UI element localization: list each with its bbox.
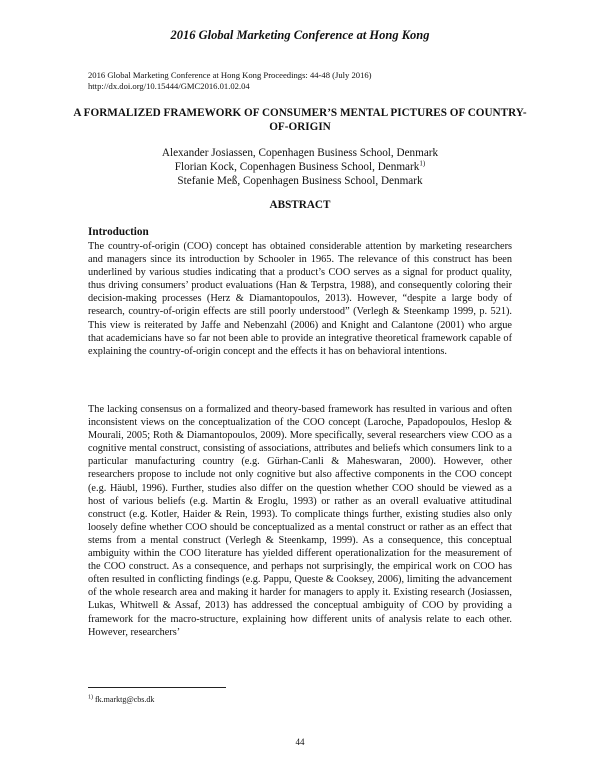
body-paragraph: The country-of-origin (COO) concept has obtained considerable attention by marketing researchers and managers since its introduction by Schooler in 1965. The relevance of this construct has been underlined by various studies indicating that a product’s COO serves as a signal for product quality, thus driving consumers’ product evaluations (Han & Terpstra, 1988), and consequently coloring their decision-making processes (Herz & Diamantopoulos, 2013). However, “despite a large body of research, country-of-origin effects are still poorly understood” (Verlegh & Steenkamp 1999, p. 521). This view is reiterated by Jaffe and Nebenzahl (2006) and Knight and Calantone (2001) who argue that academicians have so far not been able to provide an integrative theoretical framework capable of explaining the country-of-origin concept and the effects it has on behavioral intentions. <box>88 241 512 357</box>
author-line <box>70 160 530 174</box>
paper-title: A FORMALIZED FRAMEWORK OF CONSUMER’S MENTAL PICTURES OF COUNTRY-OF-ORIGIN <box>73 107 527 133</box>
section-heading: Introduction <box>88 226 149 238</box>
author-line <box>70 174 530 188</box>
body-paragraph: The lacking consensus on a formalized and theory-based framework has resulted in various and often inconsistent views on the conceptualization of the COO concept (Laroche, Papadopoulos, Heslop & Mourali, 2005; Roth & Diamantopoulos, 2009). More specifically, several researchers view COO as a cognitive mental construct, consisting of associations, attributes and beliefs which consumers link to a particular manufacturing country (e.g. Gürhan-Canli & Maheswaran, 2000). However, other researchers propose to include not only cognitive but also affective components in the COO concept (e.g. Häubl, 1996). Further, studies also differ on the question whether COO should be viewed as a host of various beliefs (e.g. Martin & Eroglu, 1993) or rather as an overall evaluative attitudinal construct (e.g. Kotler, Haider & Rein, 1993). To complicate things further, existing studies also only loosely define whether COO should be conceptualized as a mental construct or rather as an effect that stems from a mental construct (Verlegh & Steenkamp, 1999). As a consequence, this conceptual ambiguity within the COO literature has yielded different operationalization for the measurement of the COO construct. As a consequence, and perhaps not surprisingly, the empirical work on COO has often resulted in conflicting findings (e.g. Pappu, Queste & Cooksey, 2006), limiting the advancement of the whole research area and making it harder for managers to apply it. Existing research (Josiassen, Lukas, Whitwell & Assaf, 2013) has addressed the conceptual ambiguity of COO by providing a framework for the macro-structure, explaining how different units of analysis relate to each other. However, researchers’ <box>88 404 512 638</box>
running-head: 2016 Global Marketing Conference at Hong Kong <box>170 28 430 42</box>
footnote-text: fk.marktg@cbs.dk <box>93 695 155 704</box>
author-line <box>70 146 530 160</box>
author-affiliation: Stefanie Meß, Copenhagen Business School, Denmark <box>177 175 423 188</box>
author-note-marker: 1) <box>419 159 426 168</box>
author-affiliation: Alexander Josiassen, Copenhagen Business School, Denmark <box>161 147 439 159</box>
author-list <box>70 146 530 189</box>
doi-link[interactable]: http://dx.doi.org/10.15444/GMC2016.01.02.04 <box>88 81 250 91</box>
footnote <box>88 695 154 704</box>
proceedings-citation: 2016 Global Marketing Conference at Hong Kong Proceedings: 44-48 (July 2016) <box>88 70 372 80</box>
footnote-divider <box>88 687 226 688</box>
footnote-marker: 1) <box>88 694 93 701</box>
abstract-heading: ABSTRACT <box>269 199 331 211</box>
proceedings-info <box>88 70 518 92</box>
page-number: 44 <box>295 737 305 747</box>
author-affiliation: Florian Kock, Copenhagen Business School, Denmark <box>174 161 420 174</box>
